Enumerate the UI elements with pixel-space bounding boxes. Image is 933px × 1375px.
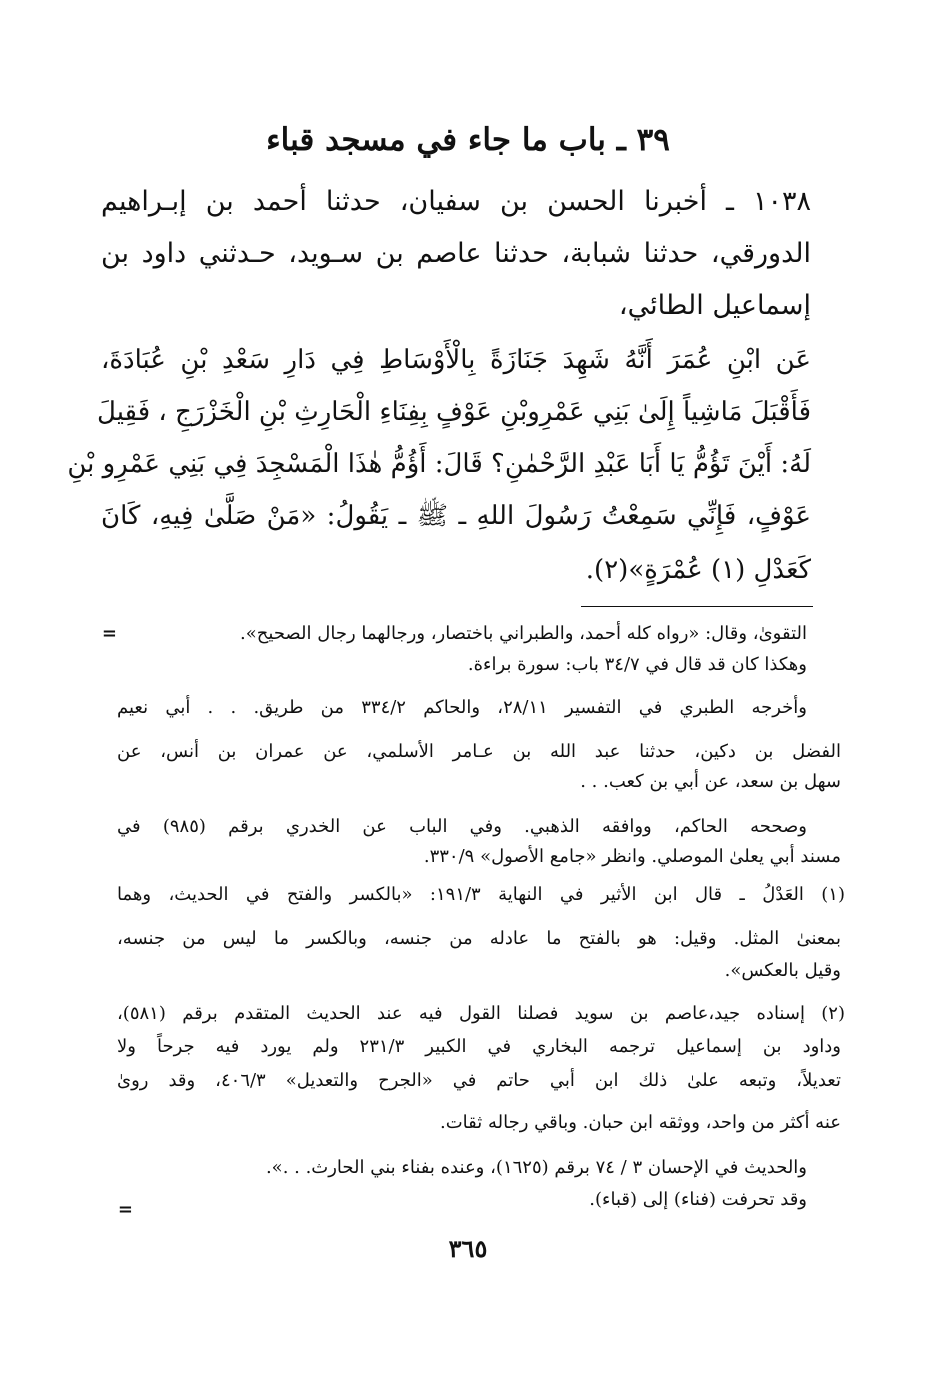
footnote-line: التقوىٰ، وقال: «رواه كله أحمد، والطبراني باختصار، ورجالهما رجال الصحيح». <box>240 623 807 644</box>
footnote-line: بمعنىٰ المثل. وقيل: هو بالفتح ما عادله من جنسه، وبالكسر ما ليس من جنسه، <box>117 928 841 949</box>
footnote-1: (١) العَدْلُ ـ قال ابن الأثير في النهاية ١٩١/٣: «بالكسر والفتح في الحديث، وهما <box>117 884 845 905</box>
continuation-end-marker: = <box>117 1199 133 1220</box>
footnote-line: والحديث في الإحسان ٣ / ٧٤ برقم (١٦٢٥)، وعنده بفناء بني الحارث. . .». <box>265 1157 807 1178</box>
footnote-line: مسند أبي يعلىٰ الموصلي. وانظر «جامع الأصول» ٣٣٠/٩. <box>423 846 841 867</box>
hadith-line: عَن ابْنِ عُمَرَ أَنَّهُ شَهِدَ جَنَازَةً بِالْأَوْسَاطِ فِي دَارِ سَعْدِ بْنِ عُبَادَةَ، <box>101 345 811 375</box>
footnote-line: وقد تحرفت (فناء) إلى (قباء). <box>589 1189 807 1210</box>
footnote-line: عنه أكثر من واحد، ووثقه ابن حبان. وباقي رجاله ثقات. <box>439 1112 841 1133</box>
footnote-2: (٢) إسناده جيد،عاصم بن سويد فصلنا القول فيه عند الحديث المتقدم برقم (٥٨١)، <box>117 1003 845 1024</box>
page-number: ٣٦٥ <box>448 1234 488 1263</box>
footnote-line: وصححه الحاكم، ووافقه الذهبي. وفي الباب عن الخدري برقم (٩٨٥) في <box>117 816 807 837</box>
footnote-line: وقيل بالعكس». <box>724 960 841 981</box>
footnote-line: وداود بن إسماعيل ترجمه البخاري في الكبير ٢٣١/٣ ولم يورد فيه جرحاً ولا <box>117 1036 841 1057</box>
hadith-line: عَوْفٍ، فَإِنِّي سَمِعْتُ رَسُولَ اللهِ ـ ﷺ ـ يَقُولُ: «مَنْ صَلَّىٰ فِيهِ، كَانَ <box>101 501 811 531</box>
isnad-line: ١٠٣٨ ـ أخبرنا الحسن بن سفيان، حدثنا أحمد بن إبـراهيم <box>101 186 811 217</box>
continuation-marker: = <box>101 623 117 644</box>
footnote-line: الفضل بن دكين، حدثنا عبد الله بن عـامر الأسلمي، عن عمران بن أنس، عن <box>117 741 841 762</box>
hadith-line: فَأَقْبَلَ مَاشِياً إِلَىٰ بَنِي عَمْرِوبْنِ عَوْفٍ بِفِنَاءِ الْحَارِثِ بْنِ الْخَزْرَجِ ، فَقِيلَ <box>97 397 811 427</box>
footnote-separator <box>581 606 813 607</box>
footnote-line: وأخرجه الطبري في التفسير ٢٨/١١، والحاكم ٣٣٤/٢ من طريق. . . أبي نعيم <box>117 697 807 718</box>
footnote-line: تعديلاً، وتبعه علىٰ ذلك ابن أبي حاتم في «الجرح والتعديل» ٤٠٦/٣، وقد روىٰ <box>117 1070 841 1091</box>
footnote-line: سهل بن سعد، عن أبي بن كعب. . . <box>580 771 841 792</box>
isnad-line: إسماعيل الطائي، <box>618 290 811 321</box>
chapter-title: ٣٩ ـ باب ما جاء في مسجد قباء <box>266 122 670 158</box>
hadith-line: كَعَدْلِ (١) عُمْرَةٍ»(٢). <box>585 555 811 585</box>
footnote-line: وهكذا كان قد قال في ٣٤/٧ باب: سورة براءة. <box>467 654 807 675</box>
isnad-line: الدورقي، حدثنا شبابة، حدثنا عاصم بن سـويد، حـدثني داود بن <box>101 238 811 269</box>
hadith-line: لَهُ: أَيْنَ تَؤُمُّ يَا أَبَا عَبْدِ الرَّحْمٰنِ؟ قَالَ: أَؤُمُّ هٰذَا الْمَسْجِدَ فِي بَنِي عَمْرِو بْنِ <box>67 449 811 479</box>
